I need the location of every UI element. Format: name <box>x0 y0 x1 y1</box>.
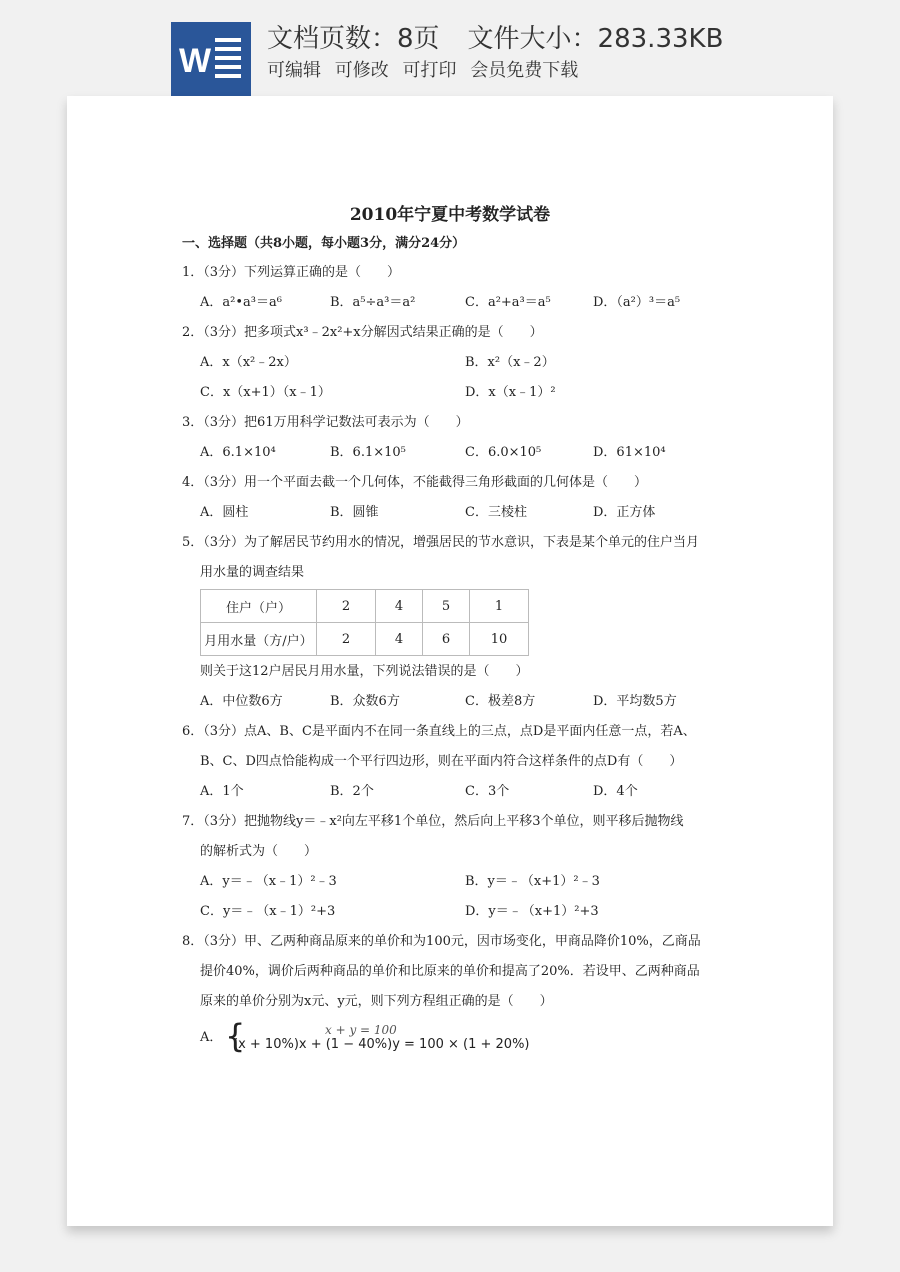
q7-option-b: B．y＝﹣（x+1）²﹣3 <box>465 874 600 889</box>
question-8-stem-cont: 提价40%，调价后两种商品的单价和比原来的单价和提高了20%．若设甲、乙两种商品 <box>200 964 700 979</box>
q1-option-c: C．a²+a³＝a⁵ <box>465 295 551 310</box>
question-5-stem-cont: 用水量的调查结果 <box>200 565 305 580</box>
q1-option-d: D．（a²）³＝a⁵ <box>593 295 681 310</box>
word-document-icon <box>171 22 251 96</box>
question-7-stem: 7．（3分）把抛物线y＝﹣x²向左平移1个单位，然后向上平移3个单位，则平移后抛物线 <box>182 814 684 829</box>
q5-option-b: B．众数6方 <box>330 694 400 709</box>
download-header <box>0 0 900 96</box>
q6-option-d: D．4个 <box>593 784 638 799</box>
section-heading: 一、选择题（共8小题，每小题3分，满分24分） <box>182 236 466 251</box>
q3-option-a: A．6.1×10⁴ <box>200 445 276 460</box>
table-cell: 2 <box>317 590 376 623</box>
feature-editable: 可编辑 <box>267 60 321 81</box>
q2-option-a: A．x（x²﹣2x） <box>200 355 297 370</box>
table-cell: 4 <box>376 590 423 623</box>
q3-option-d: D．61×10⁴ <box>593 445 666 460</box>
question-6-stem: 6．（3分）点A、B、C是平面内不在同一条直线上的三点，点D是平面内任意一点，若A、 <box>182 724 696 739</box>
equation-line-2: (x + 10%)x + (1 − 40%)y = 100 × (1 + 20%) <box>233 1037 530 1052</box>
file-size: 文件大小：283.33KB <box>467 24 724 54</box>
question-4-stem: 4．（3分）用一个平面去截一个几何体，不能截得三角形截面的几何体是（ ） <box>182 475 648 490</box>
q4-option-a: A．圆柱 <box>200 505 249 520</box>
feature-list <box>267 56 586 82</box>
q5-option-a: A．中位数6方 <box>200 694 283 709</box>
exam-title: 2010年宁夏中考数学试卷 <box>349 205 551 225</box>
q2-option-c: C．x（x+1）（x﹣1） <box>200 385 331 400</box>
table-row <box>201 623 529 656</box>
question-7-stem-cont: 的解析式为（ ） <box>200 844 318 859</box>
q7-option-a: A．y＝﹣（x﹣1）²﹣3 <box>200 874 337 889</box>
q6-option-b: B．2个 <box>330 784 374 799</box>
feature-printable: 可打印 <box>402 60 457 81</box>
page-count: 文档页数：8页 <box>267 24 440 54</box>
file-info <box>267 18 723 55</box>
brace-symbol: { <box>225 1017 246 1055</box>
q2-option-b: B．x²（x﹣2） <box>465 355 555 370</box>
q7-option-d: D．y＝﹣（x+1）²+3 <box>465 904 599 919</box>
q3-option-c: C．6.0×10⁵ <box>465 445 542 460</box>
table-cell: 5 <box>423 590 470 623</box>
q5-option-c: C．极差8方 <box>465 694 536 709</box>
question-5-stem: 5．（3分）为了解居民节约用水的情况，增强居民的节水意识，下表是某个单元的住户当月 <box>182 535 700 550</box>
table-cell: 6 <box>423 623 470 656</box>
q6-option-a: A．1个 <box>200 784 244 799</box>
table-row <box>201 590 529 623</box>
table-cell: 4 <box>376 623 423 656</box>
document-page <box>67 96 833 1226</box>
table-cell: 2 <box>317 623 376 656</box>
q3-option-b: B．6.1×10⁵ <box>330 445 406 460</box>
q2-option-d: D．x（x﹣1）² <box>465 385 556 400</box>
q4-option-d: D．正方体 <box>593 505 656 520</box>
question-3-stem: 3．（3分）把61万用科学记数法可表示为（ ） <box>182 415 469 430</box>
question-8-stem: 8．（3分）甲、乙两种商品原来的单价和为100元，因市场变化，甲商品降价10%，乙商品 <box>182 934 701 949</box>
q1-option-a: A．a²•a³＝a⁶ <box>200 295 282 310</box>
q1-option-b: B．a⁵÷a³＝a² <box>330 295 416 310</box>
question-2-stem: 2．（3分）把多项式x³﹣2x²+x分解因式结果正确的是（ ） <box>182 325 543 340</box>
q7-option-c: C．y＝﹣（x﹣1）²+3 <box>200 904 336 919</box>
feature-free-download: 会员免费下载 <box>470 60 579 81</box>
question-6-stem-cont: B、C、D四点恰能构成一个平行四边形，则在平面内符合这样条件的点D有（ ） <box>200 754 683 769</box>
table-cell: 10 <box>470 623 529 656</box>
q5-option-d: D．平均数5方 <box>593 694 677 709</box>
question-8-stem-cont2: 原来的单价分别为x元、y元，则下列方程组正确的是（ ） <box>200 994 553 1009</box>
q6-option-c: C．3个 <box>465 784 510 799</box>
q4-option-b: B．圆锥 <box>330 505 379 520</box>
q8-option-a-label: A． <box>200 1030 223 1045</box>
water-usage-table <box>200 589 529 656</box>
table-cell: 住户（户） <box>201 590 317 623</box>
question-5-prompt: 则关于这12户居民月用水量，下列说法错误的是（ ） <box>200 664 529 679</box>
equation-line-1: x + y = 100 <box>325 1023 397 1037</box>
word-icon-letter: W <box>179 42 212 80</box>
table-cell: 1 <box>470 590 529 623</box>
feature-modifiable: 可修改 <box>334 60 389 81</box>
question-1-stem: 1．（3分）下列运算正确的是（ ） <box>182 265 401 280</box>
table-cell: 月用水量（方/户） <box>201 623 317 656</box>
q4-option-c: C．三棱柱 <box>465 505 527 520</box>
